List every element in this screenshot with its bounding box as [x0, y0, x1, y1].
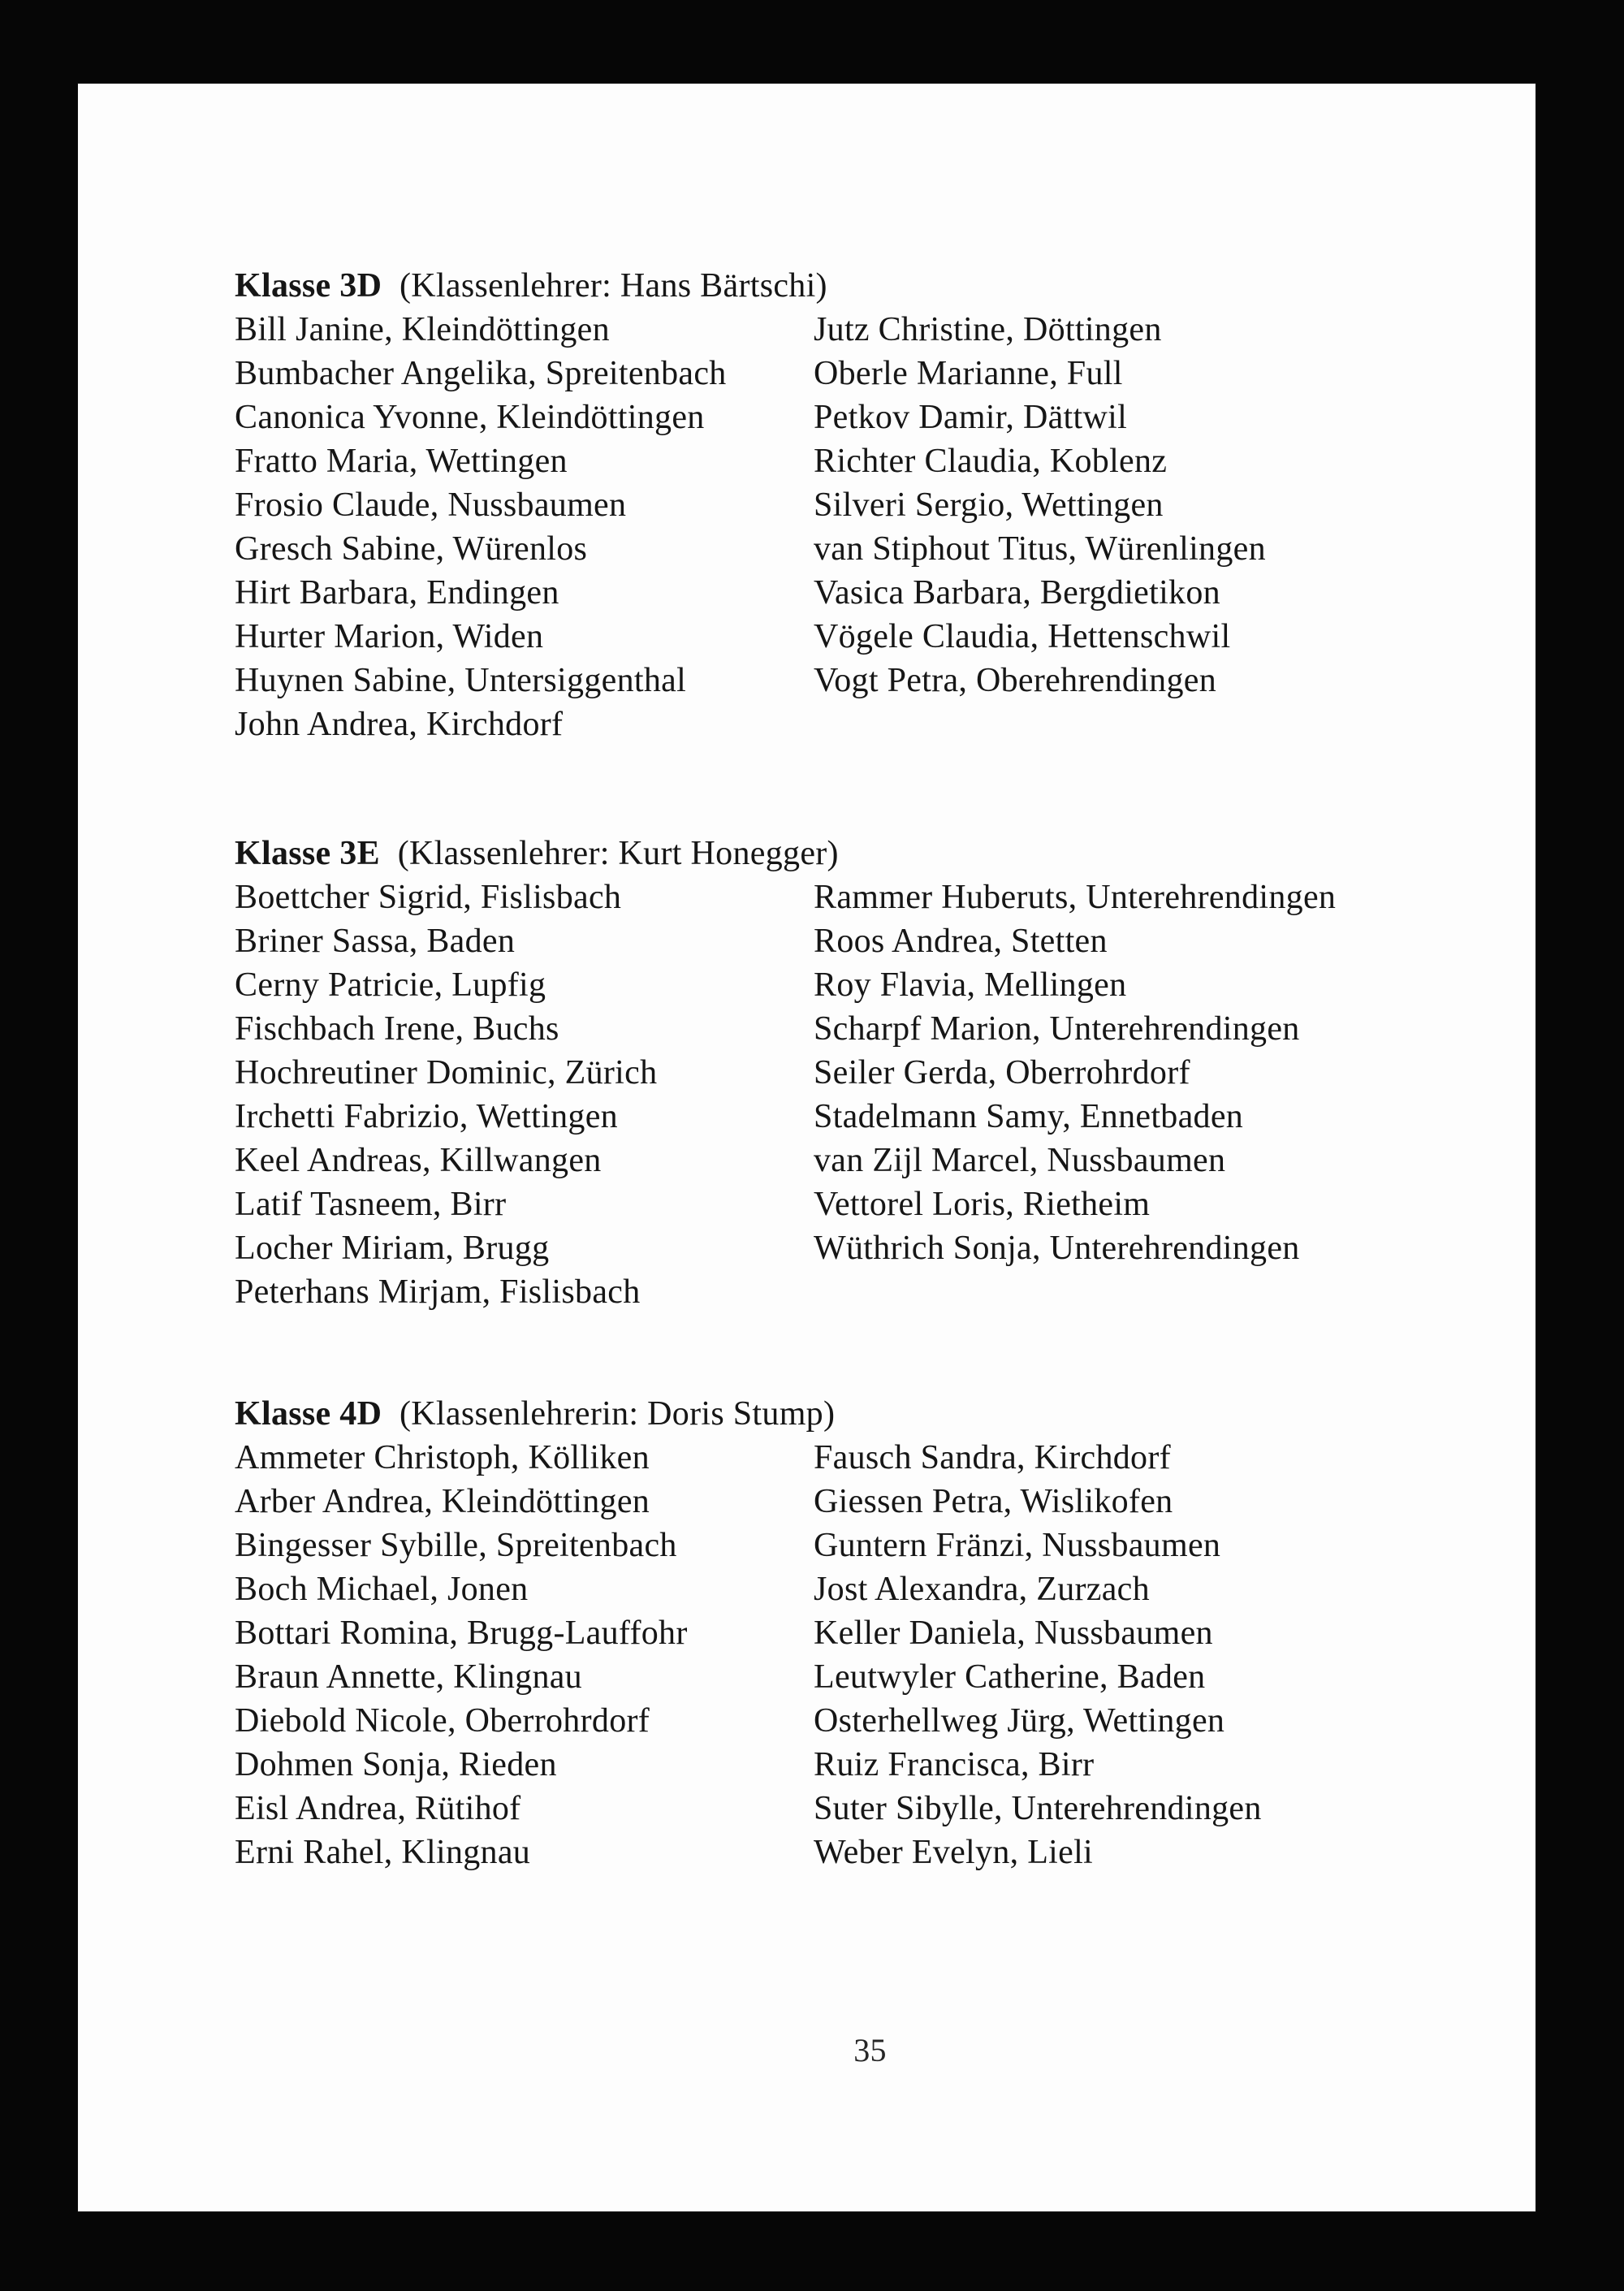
- student-entry: Weber Evelyn, Lieli: [814, 1834, 1094, 1871]
- student-entry: Hurter Marion, Widen: [235, 618, 544, 655]
- student-entry: Fausch Sandra, Kirchdorf: [814, 1439, 1171, 1476]
- student-entry: Keller Daniela, Nussbaumen: [814, 1615, 1213, 1652]
- class-teacher: (Klassenlehrerin: Doris Stump): [400, 1395, 836, 1433]
- section-klasse-3e: [235, 832, 1505, 1314]
- student-column-right: [814, 875, 1505, 1270]
- student-column-left: [235, 308, 814, 746]
- student-column-left: [235, 875, 814, 1314]
- student-entry: Leutwyler Catherine, Baden: [814, 1658, 1206, 1696]
- student-entry: van Zijl Marcel, Nussbaumen: [814, 1142, 1226, 1179]
- student-entry: Oberle Marianne, Full: [814, 355, 1123, 392]
- student-entry: Diebold Nicole, Oberrohrdorf: [235, 1702, 650, 1740]
- student-entry: Vettorel Loris, Rietheim: [814, 1186, 1151, 1223]
- student-entry: Briner Sassa, Baden: [235, 923, 516, 960]
- student-entry: Boettcher Sigrid, Fislisbach: [235, 879, 622, 916]
- section-klasse-4d: [235, 1392, 1505, 1874]
- page-number: 35: [853, 2032, 887, 2068]
- section-title: [235, 264, 1505, 308]
- student-entry: Keel Andreas, Killwangen: [235, 1142, 602, 1179]
- student-entry: Jost Alexandra, Zurzach: [814, 1571, 1150, 1608]
- student-entry: Jutz Christine, Döttingen: [814, 311, 1162, 348]
- student-columns: [235, 1436, 1505, 1874]
- student-entry: Osterhellweg Jürg, Wettingen: [814, 1702, 1225, 1740]
- student-entry: Ammeter Christoph, Kölliken: [235, 1439, 650, 1476]
- student-entry: Latif Tasneem, Birr: [235, 1186, 507, 1223]
- student-column-left: [235, 1436, 814, 1874]
- student-entry: Bumbacher Angelika, Spreitenbach: [235, 355, 727, 392]
- section-title: [235, 1392, 1505, 1436]
- student-entry: Rammer Huberuts, Unterehrendingen: [814, 879, 1337, 916]
- student-entry: Stadelmann Samy, Ennetbaden: [814, 1098, 1244, 1135]
- student-entry: Dohmen Sonja, Rieden: [235, 1746, 557, 1783]
- student-entry: Huynen Sabine, Untersiggenthal: [235, 662, 687, 699]
- student-entry: John Andrea, Kirchdorf: [235, 706, 564, 743]
- student-entry: Boch Michael, Jonen: [235, 1571, 529, 1608]
- scanned-page: [78, 84, 1535, 2211]
- student-entry: Silveri Sergio, Wettingen: [814, 486, 1164, 524]
- student-entry: Erni Rahel, Klingnau: [235, 1834, 531, 1871]
- class-name: Klasse 4D: [235, 1395, 382, 1433]
- student-entry: Wüthrich Sonja, Unterehrendingen: [814, 1230, 1300, 1267]
- student-entry: Suter Sibylle, Unterehrendingen: [814, 1790, 1262, 1827]
- student-entry: Vasica Barbara, Bergdietikon: [814, 574, 1220, 612]
- student-entry: Fischbach Irene, Buchs: [235, 1010, 559, 1048]
- student-entry: Canonica Yvonne, Kleindöttingen: [235, 399, 705, 436]
- student-entry: Roy Flavia, Mellingen: [814, 966, 1127, 1004]
- class-teacher: (Klassenlehrer: Kurt Honegger): [397, 835, 839, 872]
- student-entry: Hirt Barbara, Endingen: [235, 574, 559, 612]
- student-entry: Vogt Petra, Oberehrendingen: [814, 662, 1217, 699]
- student-column-right: [814, 308, 1505, 702]
- page-content: [235, 84, 1505, 2073]
- student-entry: Ruiz Francisca, Birr: [814, 1746, 1095, 1783]
- class-name: Klasse 3E: [235, 835, 380, 872]
- student-entry: van Stiphout Titus, Würenlingen: [814, 530, 1266, 568]
- student-entry: Richter Claudia, Koblenz: [814, 443, 1168, 480]
- student-entry: Cerny Patricie, Lupfig: [235, 966, 546, 1004]
- section-klasse-3d: [235, 264, 1505, 746]
- class-name: Klasse 3D: [235, 267, 382, 305]
- class-teacher: (Klassenlehrer: Hans Bärtschi): [400, 267, 827, 305]
- student-entry: Bottari Romina, Brugg-Lauffohr: [235, 1615, 688, 1652]
- student-column-right: [814, 1436, 1505, 1874]
- student-entry: Scharpf Marion, Unterehrendingen: [814, 1010, 1300, 1048]
- student-entry: Gresch Sabine, Würenlos: [235, 530, 588, 568]
- student-columns: [235, 308, 1505, 746]
- student-entry: Peterhans Mirjam, Fislisbach: [235, 1273, 641, 1311]
- student-entry: Bingesser Sybille, Spreitenbach: [235, 1527, 677, 1564]
- student-entry: Arber Andrea, Kleindöttingen: [235, 1483, 650, 1520]
- student-entry: Vögele Claudia, Hettenschwil: [814, 618, 1231, 655]
- student-entry: Braun Annette, Klingnau: [235, 1658, 582, 1696]
- student-columns: [235, 875, 1505, 1314]
- student-entry: Seiler Gerda, Oberrohrdorf: [814, 1054, 1190, 1091]
- student-entry: Frosio Claude, Nussbaumen: [235, 486, 627, 524]
- section-title: [235, 832, 1505, 875]
- student-entry: Irchetti Fabrizio, Wettingen: [235, 1098, 618, 1135]
- student-entry: Locher Miriam, Brugg: [235, 1230, 550, 1267]
- student-entry: Eisl Andrea, Rütihof: [235, 1790, 521, 1827]
- student-entry: Roos Andrea, Stetten: [814, 923, 1108, 960]
- student-entry: Petkov Damir, Dättwil: [814, 399, 1128, 436]
- student-entry: Giessen Petra, Wislikofen: [814, 1483, 1173, 1520]
- student-entry: Hochreutiner Dominic, Zürich: [235, 1054, 658, 1091]
- student-entry: Guntern Fränzi, Nussbaumen: [814, 1527, 1221, 1564]
- student-entry: Fratto Maria, Wettingen: [235, 443, 568, 480]
- student-entry: Bill Janine, Kleindöttingen: [235, 311, 610, 348]
